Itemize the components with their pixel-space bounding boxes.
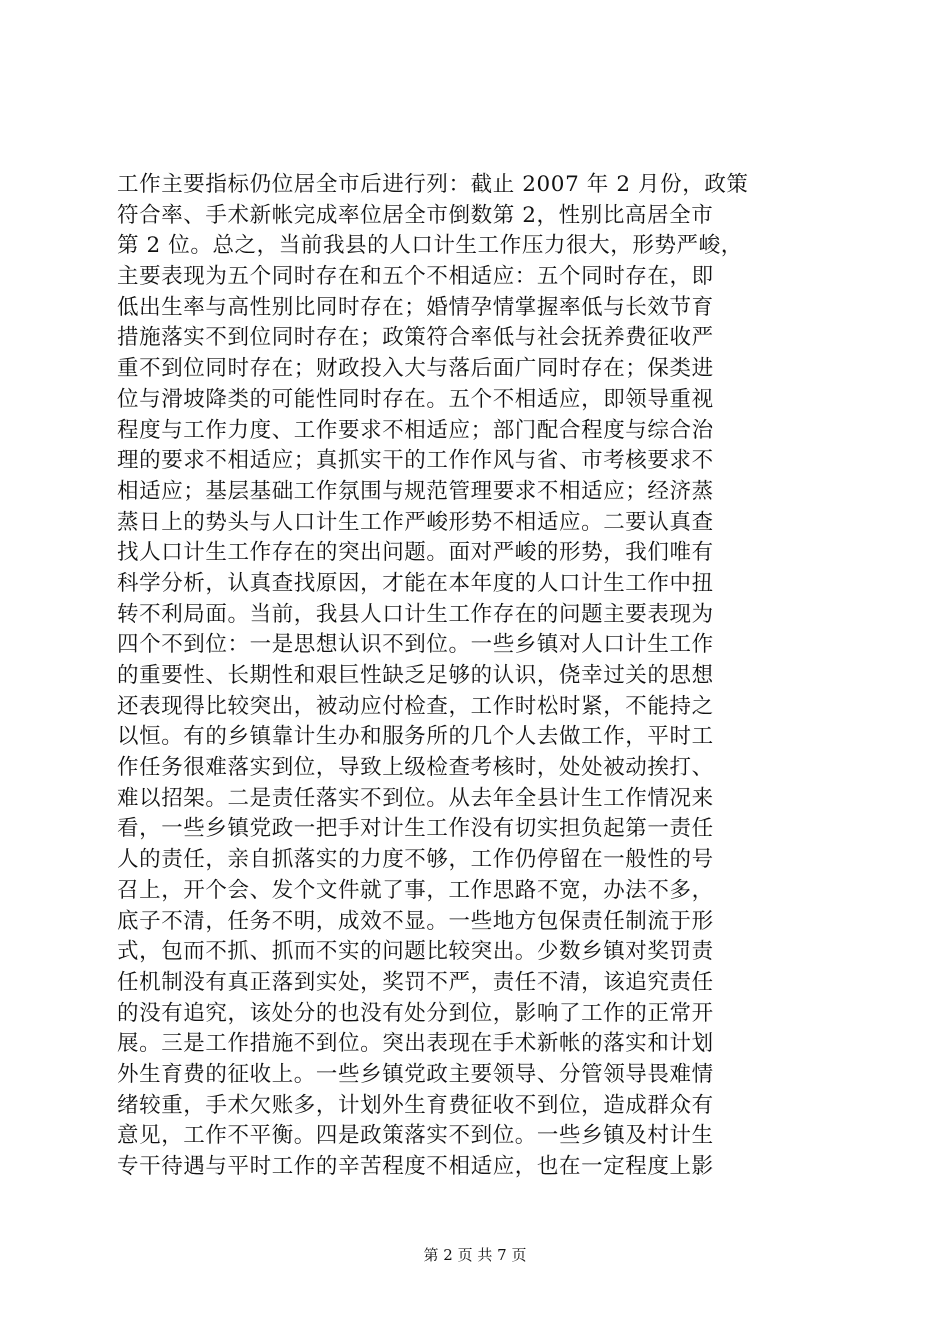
text-line: 程度与工作力度、工作要求不相适应；部门配合程度与综合治 bbox=[117, 417, 714, 443]
text-line: 难以招架。二是责任落实不到位。从去年全县计生工作情况来 bbox=[117, 785, 714, 811]
text-line: 专干待遇与平时工作的辛苦程度不相适应，也在一定程度上影 bbox=[117, 1154, 714, 1179]
text-line: 意见，工作不平衡。四是政策落实不到位。一些乡镇及村计生 bbox=[117, 1123, 714, 1149]
text-line: 四个不到位：一是思想认识不到位。一些乡镇对人口计生工作 bbox=[117, 632, 714, 658]
text-line: 工作主要指标仍位居全市后进行列：截止 2007 年 2 月份，政策 bbox=[117, 172, 749, 197]
text-line: 低出生率与高性别比同时存在；婚情孕情掌握率低与长效节育 bbox=[117, 294, 714, 320]
text-line: 召上，开个会、发个文件就了事，工作思路不宽，办法不多， bbox=[117, 877, 714, 903]
text-line: 绪较重，手术欠账多，计划外生育费征收不到位，造成群众有 bbox=[117, 1092, 714, 1118]
text-line: 还表现得比较突出，被动应付检查，工作时松时紧，不能持之 bbox=[117, 693, 714, 719]
text-line: 人的责任，亲自抓落实的力度不够，工作仍停留在一般性的号 bbox=[117, 847, 714, 873]
text-line: 蒸日上的势头与人口计生工作严峻形势不相适应。二要认真查 bbox=[117, 509, 714, 535]
page-footer bbox=[0, 1245, 950, 1265]
text-line: 底子不清，任务不明，成效不显。一些地方包保责任制流于形 bbox=[117, 908, 714, 934]
text-line: 第 2 位。总之，当前我县的人口计生工作压力很大，形势严峻， bbox=[117, 233, 743, 259]
text-line: 位与滑坡降类的可能性同时存在。五个不相适应，即领导重视 bbox=[117, 386, 714, 412]
text-line: 主要表现为五个同时存在和五个不相适应：五个同时存在，即 bbox=[117, 264, 714, 290]
text-line: 的没有追究，该处分的也没有处分到位，影响了工作的正常开 bbox=[117, 1000, 714, 1026]
text-line: 作任务很难落实到位，导致上级检查考核时，处处被动挨打、 bbox=[117, 755, 714, 781]
text-line: 式，包而不抓、抓而不实的问题比较突出。少数乡镇对奖罚责 bbox=[117, 939, 714, 965]
text-line: 找人口计生工作存在的突出问题。面对严峻的形势，我们唯有 bbox=[117, 540, 714, 566]
text-line: 科学分析，认真查找原因，才能在本年度的人口计生工作中扭 bbox=[117, 570, 714, 596]
body-text bbox=[117, 170, 837, 1183]
text-line: 重不到位同时存在；财政投入大与落后面广同时存在；保类进 bbox=[117, 356, 714, 382]
text-line: 符合率、手术新帐完成率位居全市倒数第 2，性别比高居全市 bbox=[117, 202, 714, 228]
text-line: 外生育费的征收上。一些乡镇党政主要领导、分管领导畏难情 bbox=[117, 1061, 714, 1087]
text-line: 转不利局面。当前，我县人口计生工作存在的问题主要表现为 bbox=[117, 601, 714, 627]
page-number-label: 第 2 页 共 7 页 bbox=[423, 1246, 527, 1264]
text-line: 措施落实不到位同时存在；政策符合率低与社会抚养费征收严 bbox=[117, 325, 714, 351]
text-line: 以恒。有的乡镇靠计生办和服务所的几个人去做工作，平时工 bbox=[117, 724, 714, 750]
text-line: 任机制没有真正落到实处，奖罚不严，责任不清，该追究责任 bbox=[117, 969, 714, 995]
text-line: 展。三是工作措施不到位。突出表现在手术新帐的落实和计划 bbox=[117, 1031, 714, 1057]
text-line: 的重要性、长期性和艰巨性缺乏足够的认识，侥幸过关的思想 bbox=[117, 663, 714, 688]
text-line: 相适应；基层基础工作氛围与规范管理要求不相适应；经济蒸 bbox=[117, 478, 714, 504]
text-line: 理的要求不相适应；真抓实干的工作作风与省、市考核要求不 bbox=[117, 448, 714, 474]
text-line: 看，一些乡镇党政一把手对计生工作没有切实担负起第一责任 bbox=[117, 816, 714, 842]
